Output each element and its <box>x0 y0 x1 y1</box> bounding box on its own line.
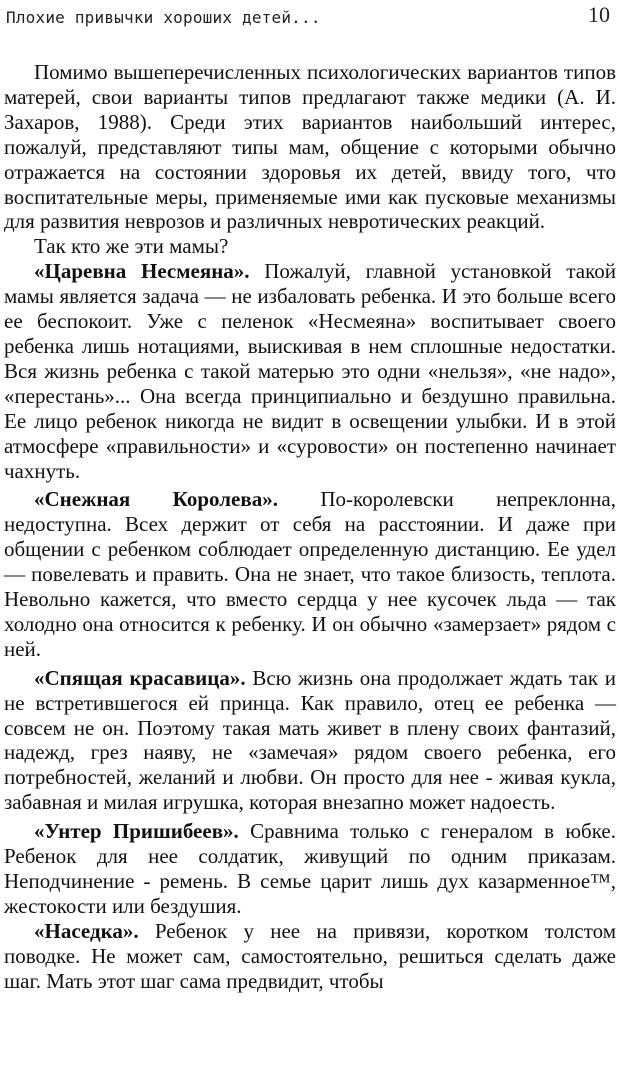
paragraph-heading: «Унтер Пришибеев». <box>34 819 239 844</box>
paragraph-heading: «Царевна Несмеяна». <box>34 259 250 284</box>
paragraph-text: По-королевски непреклонна, недоступна. Всех держит от себя на расстоянии. И даже при общении с ребенком соблюдает определенную дистанцию. Ее удел — повелевать и править. Она не знает, что такое близость, теплота. Невольно кажется, что вместо сердца у нее кусочек льда — так холодно она относится к ребенку. И он обычно «замерзает» рядом с ней. <box>4 487 616 661</box>
paragraph-text: Всю жизнь она продолжает ждать так и не встретившегося ей принца. Как правило, отец ее ребенка — совсем не он. Поэтому такая мать живет в плену своих фантазий, надежд, грез наяву, не «замечая» рядом своего ребенка, его потребностей, желаний и любви. Он просто для нее - живая кукла, забавная и милая игрушка, которая внезапно может надоесть. <box>4 665 616 815</box>
paragraph-heading: «Спящая красавица». <box>34 665 246 690</box>
paragraph-heading: «Наседка». <box>34 918 139 943</box>
paragraph-spyashchaya-krasavitsa <box>4 666 616 815</box>
running-head-title: Плохие привычки хороших детей... <box>6 8 321 27</box>
paragraph-text: Помимо вышеперечисленных психологических вариантов типов матерей, свои варианты типов предлагают также медики (А. И. Захаров, 1988). Среди этих вариантов наибольший интерес, пожалуй, представляют типы мам, общение с которыми обычно отражается на состоянии здоровья их детей, ввиду того, что воспитательные меры, применяемые ими как пусковые механизмы для развития неврозов и различных невротических реакций. <box>4 60 616 234</box>
paragraph-text: Сравнима только с генералом в юбке. Ребенок для нее солдатик, живущий по одним приказам. Неподчинение - ремень. В семье царит лишь дух казарменное™, жестокости или бездушия. <box>4 819 616 918</box>
paragraph-snezhnaya-koroleva <box>4 487 616 661</box>
paragraph-heading: «Снежная Королева». <box>34 487 278 512</box>
paragraph-intro <box>4 60 616 234</box>
body-text <box>4 60 616 994</box>
page-number: 10 <box>588 2 610 27</box>
paragraph-tsarevna-nesmeyana <box>4 259 616 483</box>
paragraph-text: Так кто же эти мамы? <box>34 234 229 259</box>
paragraph-unter-prishibeev <box>4 819 616 919</box>
paragraph-question <box>4 234 616 259</box>
paragraph-text: Пожалуй, главной установкой такой мамы является задача — не избаловать ребенка. И это больше всего ее беспокоит. Уже с пеленок «Несмеяна» воспитывает своего ребенка лишь нотациями, выискивая в нем сплошные недостатки. Вся жизнь ребенка с такой матерью это одни «нельзя», «не надо», «перестань»... Она всегда принципиально и бездушно правильна. Ее лицо ребенок никогда не видит в освещении улыбки. И в этой атмосфере «правильности» и «суровости» он постепенно начинает чахнуть. <box>4 259 616 483</box>
paragraph-nasedka <box>4 919 616 994</box>
paragraph-text: Ребенок у нее на привязи, коротком толстом поводке. Не может сам, самостоятельно, решиться сделать даже шаг. Мать этот шаг сама предвидит, чтобы <box>4 918 616 993</box>
